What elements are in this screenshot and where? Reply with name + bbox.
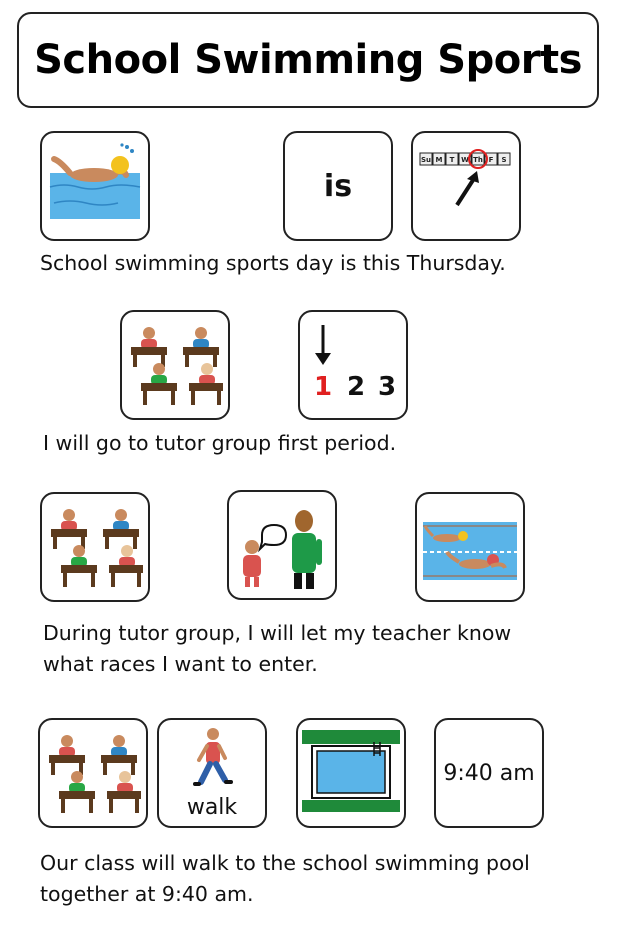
classroom-icon <box>45 497 145 597</box>
number-three: 3 <box>377 372 397 402</box>
swimming-pool-icon <box>300 722 402 824</box>
is-word-card <box>283 131 393 241</box>
number-one: 1 <box>313 372 333 402</box>
talk-to-teacher-card <box>227 490 337 600</box>
time-label: 9:40 am <box>443 760 535 786</box>
day-friday: F <box>488 156 494 164</box>
sentence-2: I will go to tutor group first period. <box>43 431 397 455</box>
sentence-3-line-2: what races I want to enter. <box>43 652 318 676</box>
swimmer-icon <box>44 135 146 237</box>
calendar-thursday-icon <box>415 135 517 237</box>
sentence-3-line-1: During tutor group, I will let my teacher know <box>43 621 512 645</box>
page-title: School Swimming Sports <box>34 37 582 83</box>
calendar-card <box>411 131 521 241</box>
sentence-1: School swimming sports day is this Thursday. <box>40 251 506 275</box>
day-saturday: S <box>501 156 507 164</box>
sentence-3 <box>43 618 511 680</box>
classroom-card-2 <box>40 492 150 602</box>
swimming-race-card <box>415 492 525 602</box>
time-card <box>434 718 544 828</box>
first-period-icon <box>303 315 403 415</box>
swimming-race-icon <box>419 496 521 598</box>
classroom-icon <box>43 723 143 823</box>
sentence-4-line-1: Our class will walk to the school swimming pool <box>40 851 530 875</box>
day-thursday: Th <box>473 156 483 164</box>
classroom-card-3 <box>38 718 148 828</box>
first-period-card <box>298 310 408 420</box>
sentence-4-line-2: together at 9:40 am. <box>40 882 254 906</box>
swimmer-card <box>40 131 150 241</box>
swimming-pool-card <box>296 718 406 828</box>
day-sunday: Su <box>420 156 432 164</box>
day-wednesday: W <box>461 156 469 164</box>
title-box <box>17 12 599 108</box>
classroom-card-1 <box>120 310 230 420</box>
walk-card <box>157 718 267 828</box>
number-two: 2 <box>346 372 366 402</box>
talk-to-teacher-icon <box>232 495 332 595</box>
is-word: is <box>323 168 353 204</box>
sentence-4 <box>40 848 530 910</box>
day-monday: M <box>435 156 443 164</box>
walk-label: walk <box>186 795 238 820</box>
day-tuesday: T <box>449 156 455 164</box>
classroom-icon <box>125 315 225 415</box>
